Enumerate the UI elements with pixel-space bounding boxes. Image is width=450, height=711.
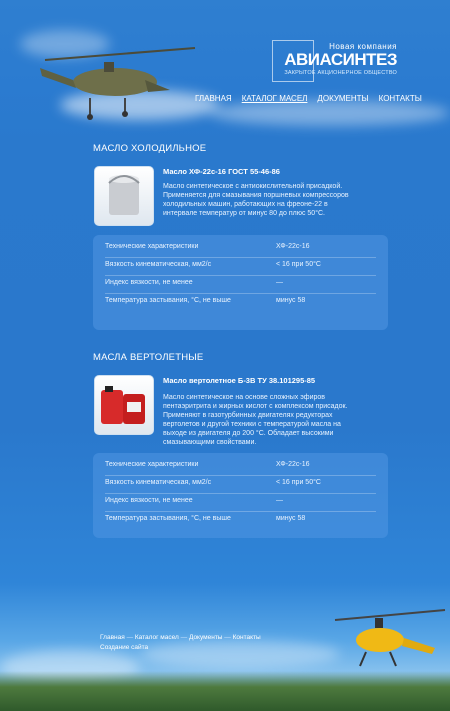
specs-table xyxy=(93,453,388,538)
table-row xyxy=(105,275,376,294)
table-row xyxy=(105,293,376,311)
table-row xyxy=(105,257,376,276)
table-row xyxy=(105,239,376,258)
spec-label: Вязкость кинематическая, мм2/с xyxy=(105,261,212,268)
specs-table xyxy=(93,235,388,330)
spec-value: минус 58 xyxy=(276,515,306,522)
main-nav xyxy=(195,94,422,103)
spec-label: Технические характеристики xyxy=(105,243,199,250)
oil-can-icon xyxy=(95,167,153,225)
table-row xyxy=(105,475,376,494)
nav-item-documents[interactable]: ДОКУМЕНТЫ xyxy=(317,94,369,103)
table-row xyxy=(105,511,376,529)
footer-link-documents[interactable]: Документы xyxy=(188,634,223,641)
logo-name: АВИАСИНТЕЗ xyxy=(284,50,397,69)
spec-value: < 16 при 50°С xyxy=(276,479,321,486)
footer-link-catalog[interactable]: Каталог масел xyxy=(134,634,179,641)
footer-link-contacts[interactable]: Контакты xyxy=(232,634,261,641)
oil-canisters-icon xyxy=(95,376,153,434)
spec-value: < 16 при 50°С xyxy=(276,261,321,268)
military-helicopter-image xyxy=(30,20,200,130)
product-name[interactable]: Масло ХФ-22с-16 ГОСТ 55-46-86 xyxy=(163,167,280,176)
footer-credit-link[interactable]: Создание сайта xyxy=(100,644,149,651)
footer-nav xyxy=(100,633,261,643)
footer-link-home[interactable]: Главная xyxy=(100,634,125,641)
spec-label: Температура застывания, °С, не выше xyxy=(105,515,231,522)
logo-subtitle: ЗАКРЫТОЕ АКЦИОНЕРНОЕ ОБЩЕСТВО xyxy=(284,70,397,76)
nav-item-contacts[interactable]: КОНТАКТЫ xyxy=(378,94,422,103)
nav-item-catalog[interactable]: КАТАЛОГ МАСЕЛ xyxy=(241,94,308,103)
product-image[interactable] xyxy=(94,375,154,435)
product-name[interactable]: Масло вертолетное Б-3В ТУ 38.101295-85 xyxy=(163,376,316,385)
section-title: МАСЛО ХОЛОДИЛЬНОЕ xyxy=(93,143,207,154)
spec-label: Температура застывания, °С, не выше xyxy=(105,297,231,304)
spec-value: ХФ-22с-16 xyxy=(276,461,310,468)
logo-company-text: Новая компания xyxy=(329,42,397,51)
spec-label: Вязкость кинематическая, мм2/с xyxy=(105,479,212,486)
logo[interactable] xyxy=(272,40,397,86)
cloud xyxy=(210,100,450,126)
spec-value: — xyxy=(276,279,283,286)
nav-item-home[interactable]: ГЛАВНАЯ xyxy=(195,94,232,103)
spec-value: ХФ-22с-16 xyxy=(276,243,310,250)
table-row xyxy=(105,457,376,476)
spec-label: Индекс вязкости, не менее xyxy=(105,497,193,504)
footer xyxy=(100,633,261,653)
product-image[interactable] xyxy=(94,166,154,226)
spec-label: Индекс вязкости, не менее xyxy=(105,279,193,286)
treeline-image xyxy=(0,671,450,711)
footer-separator: — xyxy=(180,634,188,641)
product-description: Масло синтетическое на основе сложных эфиров пентаэритрита и жирных кислот с комплексом присадок. Применяют в газотурбинных двигателях редукторах вертолетов и другой техники с температурой масла на выходе из двигателя до 200 °С. Обладает высокими смазывающими свойствами. xyxy=(163,394,348,446)
footer-separator: — xyxy=(126,634,134,641)
footer-separator: — xyxy=(224,634,231,641)
spec-value: — xyxy=(276,497,283,504)
table-row xyxy=(105,493,376,512)
spec-label: Технические характеристики xyxy=(105,461,199,468)
product-description: Масло синтетическое с антиокислительной присадкой. Применяется для смазывания поршневых компрессоров холодильных машин, работающих на фреоне-22 в интервале температур от минус 80 до плюс 50°С. xyxy=(163,183,349,217)
section-title: МАСЛА ВЕРТОЛЕТНЫЕ xyxy=(93,352,204,363)
spec-value: минус 58 xyxy=(276,297,306,304)
